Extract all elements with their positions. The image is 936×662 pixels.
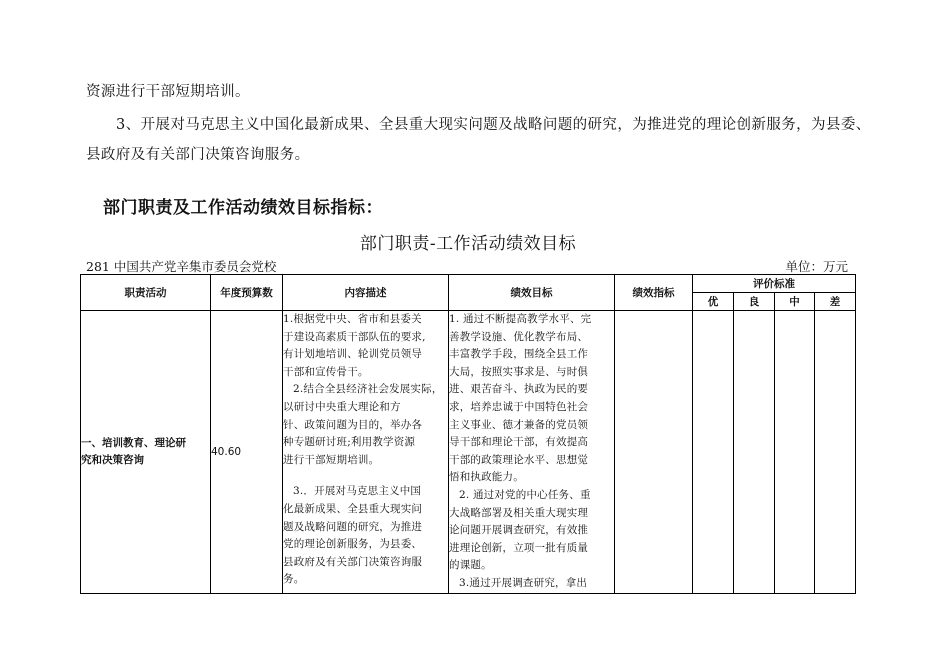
target-line: 的课题。 [449,559,492,572]
content-line: 干部和宣传骨干。 [283,365,369,378]
content-cell [283,311,449,594]
header-poor: 差 [815,293,856,311]
target-line: 主义事业、德才兼备的党员领 [449,418,589,431]
target-line: 进、艰苦奋斗、执政为民的要 [449,383,589,396]
target-line: 善教学设施、优化教学布局、 [449,330,589,343]
excellent-cell [693,311,734,594]
content-line: 县政府及有关部门决策咨询服 [283,555,423,568]
target-line: 大战略部署及相关重大现实理 [449,506,589,519]
section-heading: 部门职责及工作活动绩效目标指标： [103,198,383,218]
target-line: 论问题开展调查研究，有效推 [449,524,589,537]
header-standard: 评价标准 [693,275,856,293]
content-line: 题及战略问题的研究，为推进 [283,520,423,533]
header-budget: 年度预算数 [211,275,283,311]
org-name: 281 中国共产党辛集市委员会党校 [86,259,277,274]
header-content: 内容描述 [283,275,449,311]
content-line: 针、政策问题为目的，举办各 [283,418,423,431]
target-line: 悟和执政能力。 [449,471,524,484]
content-line: 1.根据党中央、省市和县委关 [283,313,422,325]
header-excellent: 优 [693,293,734,311]
target-line: 导干部和理论干部，有效提高 [449,436,589,449]
header-good: 良 [734,293,775,311]
table-title: 部门职责-工作活动绩效目标 [359,234,577,254]
target-line: 求，培养忠诚于中国特色社会 [449,400,589,413]
target-line: 丰富教学手段，围绕全县工作 [449,348,589,361]
target-line: 1. 通过不断提高教学水平、完 [449,313,592,325]
budget-cell: 40.60 [211,311,283,594]
content-line: 进行干部短期培训。 [283,453,380,466]
activity-cell [81,311,211,594]
target-line: 2. 通过对党的中心任务、重 [459,488,591,501]
poor-cell [815,311,856,594]
intro-line-1: 资源进行干部短期培训。 [86,84,250,100]
performance-table [80,274,856,594]
content-line: 种专题研讨班;利用教学资源 [283,436,416,449]
content-line: 有计划地培训、轮训党员领导 [283,348,423,361]
target-line: 干部的政策理论水平、思想觉 [449,453,589,466]
content-line: 3.．开展对马克思主义中国 [293,485,422,498]
target-line: 大局，按照实事求是、与时俱 [449,365,589,378]
header-row [81,275,856,293]
header-target: 绩效目标 [449,275,615,311]
table-caption-row [86,257,854,273]
content-line: 于建设高素质干部队伍的要求, [283,330,426,343]
activity-line: 究和决策咨询 [81,453,144,466]
table-row [81,311,856,594]
intro-line-2: 3、开展对马克思主义中国化最新成果、全县重大现实问题及战略问题的研究，为推进党的理论创新服务，为县委、 [116,117,871,133]
content-line: 化最新成果、全县重大现实问 [283,502,423,515]
header-indicator: 绩效指标 [615,275,693,311]
activity-line: 一、培训教育、理论研 [81,436,186,449]
target-line: 3.通过开展调查研究，拿出 [459,576,588,589]
header-medium: 中 [775,293,815,311]
unit-label: 单位：万元 [785,259,848,274]
content-line: 务。 [283,573,305,586]
header-activity: 职责活动 [81,275,211,311]
intro-line-3: 县政府及有关部门决策咨询服务。 [86,147,310,163]
target-cell [449,311,615,594]
good-cell [734,311,775,594]
target-line: 进理论创新，立项一批有质量 [449,541,589,554]
content-line: 2.结合全县经济社会发展实际，以研讨中央重大理论和方 [283,383,443,413]
indicator-cell [615,311,693,594]
content-line: 党的理论创新服务，为县委、 [283,538,423,551]
medium-cell [775,311,815,594]
